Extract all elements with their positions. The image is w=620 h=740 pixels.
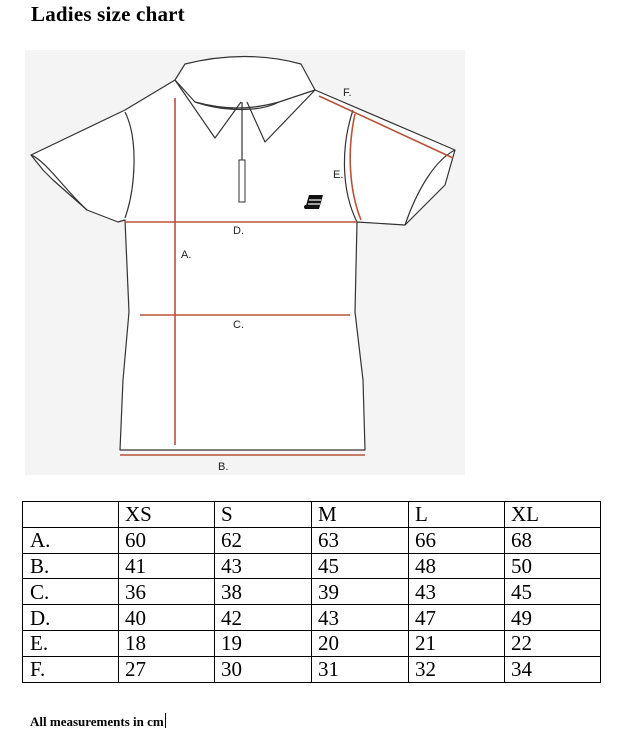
- table-cell: 31: [312, 656, 409, 682]
- row-label: A.: [23, 527, 119, 553]
- table-cell: 36: [119, 579, 215, 605]
- header-cell-xs: XS: [119, 502, 215, 528]
- table-cell: 49: [505, 605, 601, 631]
- table-cell: 40: [119, 605, 215, 631]
- table-cell: 42: [215, 605, 312, 631]
- table-cell: 43: [312, 605, 409, 631]
- table-cell: 43: [215, 553, 312, 579]
- table-cell: 66: [409, 527, 505, 553]
- row-label: B.: [23, 553, 119, 579]
- table-row: [23, 527, 601, 553]
- shirt-outline: [31, 57, 455, 451]
- table-row: [23, 605, 601, 631]
- row-label: C.: [23, 579, 119, 605]
- table-cell: 47: [409, 605, 505, 631]
- table-cell: 50: [505, 553, 601, 579]
- table-cell: 41: [119, 553, 215, 579]
- label-c: C.: [233, 319, 244, 331]
- table-cell: 18: [119, 630, 215, 656]
- row-label: E.: [23, 630, 119, 656]
- page-title: Ladies size chart: [31, 2, 185, 26]
- measurement-note-text: All measurements in cm: [30, 714, 164, 729]
- table-cell: 45: [505, 579, 601, 605]
- table-cell: 32: [409, 656, 505, 682]
- row-label: D.: [23, 605, 119, 631]
- header-cell-s: S: [215, 502, 312, 528]
- shirt-diagram: [25, 50, 465, 475]
- label-e: E.: [333, 169, 344, 181]
- table-row: [23, 579, 601, 605]
- table-cell: 48: [409, 553, 505, 579]
- table-header-row: [23, 502, 601, 528]
- table-cell: 63: [312, 527, 409, 553]
- table-row: [23, 630, 601, 656]
- table-cell: 19: [215, 630, 312, 656]
- label-b: B.: [218, 461, 229, 473]
- header-cell: [23, 502, 119, 528]
- table-cell: 68: [505, 527, 601, 553]
- label-f: F.: [343, 87, 352, 99]
- header-cell-m: M: [312, 502, 409, 528]
- size-table: [22, 501, 601, 683]
- text-cursor: [165, 713, 166, 728]
- polo-shirt-illustration: [25, 50, 465, 475]
- header-cell-l: L: [409, 502, 505, 528]
- table-cell: 27: [119, 656, 215, 682]
- table-cell: 60: [119, 527, 215, 553]
- table-cell: 34: [505, 656, 601, 682]
- header-cell-xl: XL: [505, 502, 601, 528]
- table-row: [23, 553, 601, 579]
- table-cell: 22: [505, 630, 601, 656]
- table-cell: 45: [312, 553, 409, 579]
- table-row: [23, 656, 601, 682]
- row-label: F.: [23, 656, 119, 682]
- label-a: A.: [181, 249, 192, 261]
- table-cell: 38: [215, 579, 312, 605]
- label-d: D.: [233, 225, 244, 237]
- table-cell: 30: [215, 656, 312, 682]
- table-cell: 39: [312, 579, 409, 605]
- table-cell: 62: [215, 527, 312, 553]
- table-cell: 20: [312, 630, 409, 656]
- measurement-note: [30, 713, 166, 730]
- table-cell: 43: [409, 579, 505, 605]
- table-cell: 21: [409, 630, 505, 656]
